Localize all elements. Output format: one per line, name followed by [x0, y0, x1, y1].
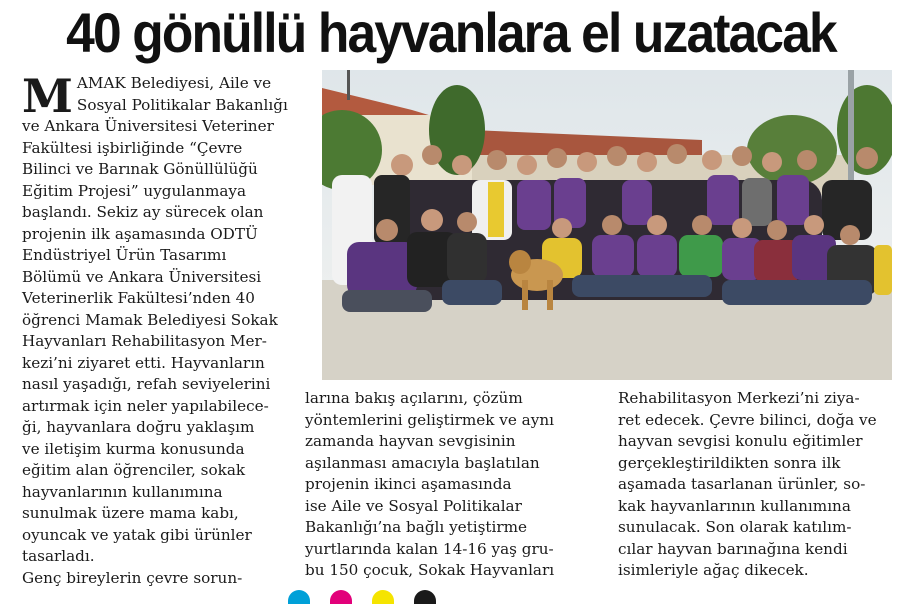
- text-line: ği, hayvanlara doğru yaklaşım: [22, 418, 255, 436]
- headline: 40 gönüllü hayvanlara el uzatacak: [66, 1, 836, 64]
- text-line: projenin ikinci aşamasında: [305, 475, 512, 493]
- text-line: isimleriyle ağaç dikecek.: [618, 561, 809, 579]
- text-line: ve iletişim kurma konusunda: [22, 439, 245, 458]
- text-line: kak hayvanlarının kullanımına: [618, 496, 851, 515]
- text-line: projenin ilk aşamasında ODTÜ: [22, 224, 258, 243]
- text-line: gerçekleştirildikten sonra ilk: [618, 453, 841, 472]
- text-line: yöntemlerini geliştirmek ve aynı: [305, 410, 554, 429]
- text-line: hayvanlarının kullanımına: [22, 482, 223, 501]
- text-line: AMAK Belediyesi, Aile ve: [76, 74, 272, 92]
- text-line: aşamada tasarlanan ürünler, so-: [618, 475, 866, 493]
- text-line: Fakültesi işbirliğinde “Çevre: [22, 138, 243, 157]
- text-line: Sosyal Politikalar Bakanlığı: [76, 95, 288, 114]
- text-line: ve Ankara Üniversitesi Veteriner: [22, 117, 274, 135]
- article-column-1: [22, 69, 294, 589]
- registration-mark: [330, 590, 352, 604]
- text-line: nasıl yaşadığı, refah seviyelerini: [22, 375, 271, 393]
- text-line: ise Aile ve Sosyal Politikalar: [305, 496, 522, 515]
- text-line: yurtlarında kalan 14-16 yaş gru-: [305, 539, 554, 558]
- text-line: sunulacak. Son olarak katılım-: [618, 518, 852, 536]
- article-column-3: [618, 388, 888, 582]
- text-line: larına bakış açılarını, çözüm: [305, 389, 523, 407]
- text-line: tasarladı.: [22, 547, 95, 565]
- text-line: oyuncak ve yatak gibi ürünler: [22, 525, 252, 544]
- registration-mark: [414, 590, 436, 604]
- text-line: aşılanması amacıyla başlatılan: [305, 453, 540, 472]
- text-line: Genç bireylerin çevre sorun-: [22, 568, 243, 587]
- text-line: zamanda hayvan sevgisinin: [305, 432, 516, 450]
- registration-mark: [288, 590, 310, 604]
- text-line: eğitim alan öğrenciler, sokak: [22, 461, 246, 479]
- text-line: Bölümü ve Ankara Üniversitesi: [22, 267, 262, 286]
- text-line: Rehabilitasyon Merkezi’ni ziya-: [618, 389, 860, 407]
- text-line: Bakanlığı’na bağlı yetiştirme: [305, 518, 528, 536]
- text-line: bu 150 çocuk, Sokak Hayvanları: [305, 561, 555, 579]
- registration-marks: [288, 590, 448, 597]
- group-photo-icon: [322, 70, 892, 380]
- text-line: başlandı. Sekiz ay sürecek olan: [22, 203, 264, 221]
- column-1-text: [22, 69, 294, 589]
- text-line: Endüstriyel Ürün Tasarımı: [22, 246, 227, 264]
- text-line: cılar hayvan barınağına kendi: [618, 539, 848, 558]
- drop-cap: M: [22, 69, 73, 123]
- text-line: ret edecek. Çevre bilinci, doğa ve: [618, 410, 877, 429]
- article-photo: [322, 70, 892, 380]
- text-line: öğrenci Mamak Belediyesi Sokak: [22, 310, 278, 329]
- text-line: Eğitim Projesi” uygulanmaya: [22, 181, 247, 200]
- text-line: Hayvanları Rehabilitasyon Mer-: [22, 332, 267, 350]
- text-line: hayvan sevgisi konulu eğitimler: [618, 432, 863, 450]
- text-line: sunulmak üzere mama kabı,: [22, 504, 239, 522]
- article-column-2: [305, 388, 595, 582]
- registration-mark: [372, 590, 394, 604]
- text-line: artırmak için neler yapılabilece-: [22, 396, 269, 415]
- text-line: Veterinerlik Fakültesi’nden 40: [22, 289, 255, 307]
- text-line: Bilinci ve Barınak Gönüllülüğü: [22, 160, 258, 178]
- text-line: kezi’ni ziyaret etti. Hayvanların: [22, 353, 265, 372]
